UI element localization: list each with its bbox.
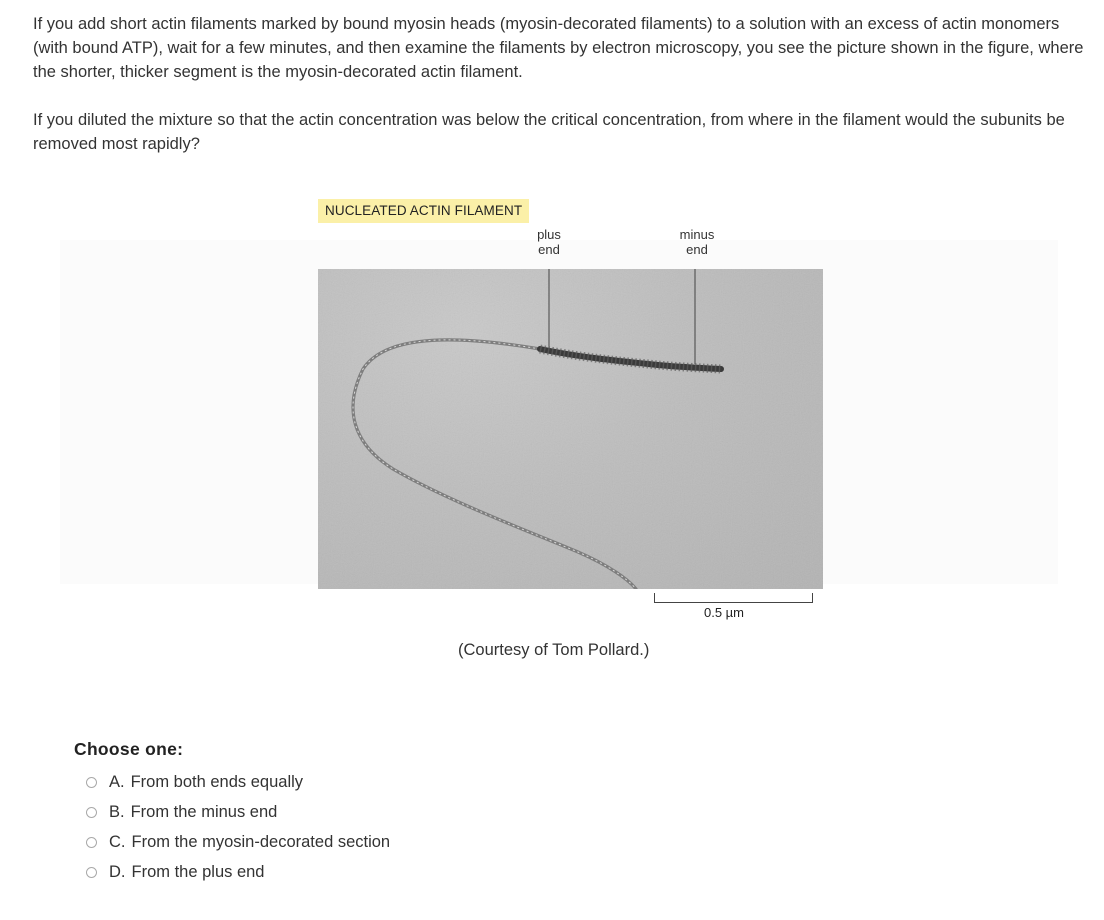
scale-bar bbox=[654, 593, 813, 603]
answer-option-c[interactable] bbox=[86, 830, 390, 854]
micrograph-grain bbox=[318, 269, 823, 589]
minus-end-label-line1: minus bbox=[679, 227, 715, 242]
radio-button-icon[interactable] bbox=[86, 837, 97, 848]
radio-button-icon[interactable] bbox=[86, 807, 97, 818]
option-letter: A. bbox=[109, 772, 125, 791]
figure-label: NUCLEATED ACTIN FILAMENT bbox=[318, 199, 529, 223]
option-text: From the minus end bbox=[130, 802, 278, 821]
answer-option-a[interactable] bbox=[86, 770, 303, 794]
micrograph-drawing bbox=[318, 269, 823, 589]
option-text: From the myosin-decorated section bbox=[131, 832, 391, 851]
minus-end-label bbox=[667, 227, 727, 257]
choose-prompt: Choose one: bbox=[74, 739, 184, 759]
option-letter: B. bbox=[109, 802, 125, 821]
plus-end-label bbox=[519, 227, 579, 257]
radio-button-icon[interactable] bbox=[86, 867, 97, 878]
answer-option-d[interactable] bbox=[86, 860, 264, 884]
minus-end-label-line2: end bbox=[686, 242, 708, 257]
plus-end-label-line1: plus bbox=[537, 227, 561, 242]
option-letter: C. bbox=[109, 832, 126, 851]
question-paragraph-1: If you add short actin filaments marked by bound myosin heads (myosin-decorated filaments) to a solution with an excess of actin monomers (with bound ATP), wait for a few minutes, and then examine the filaments by electron microscopy, you see the picture shown in the figure, where the shorter, thicker segment is the myosin-decorated actin filament. bbox=[33, 15, 1084, 81]
plus-end-label-line2: end bbox=[538, 242, 560, 257]
question-paragraph-2: If you diluted the mixture so that the actin concentration was below the critical concentration, from where in the filament would the subunits be removed most rapidly? bbox=[33, 111, 1065, 153]
radio-button-icon[interactable] bbox=[86, 777, 97, 788]
answer-option-b[interactable] bbox=[86, 800, 277, 824]
option-text: From the plus end bbox=[131, 862, 265, 881]
figure-credit: (Courtesy of Tom Pollard.) bbox=[458, 641, 650, 659]
option-text: From both ends equally bbox=[130, 772, 304, 791]
electron-micrograph bbox=[318, 269, 823, 589]
scale-bar-label: 0.5 µm bbox=[704, 605, 745, 620]
option-letter: D. bbox=[109, 862, 126, 881]
